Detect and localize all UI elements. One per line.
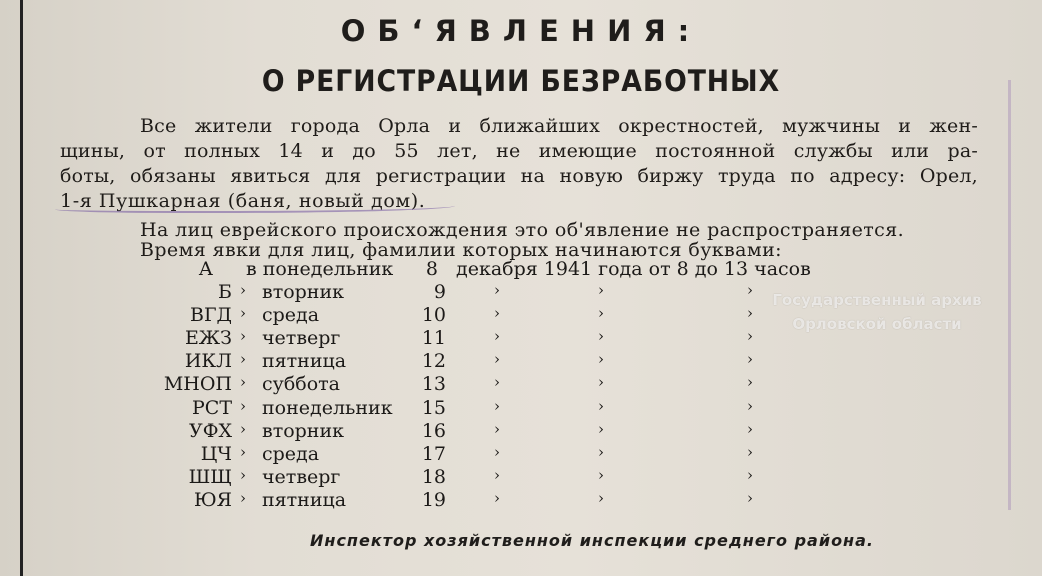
- schedule-date: 16: [421, 420, 446, 442]
- schedule-letters: ШЩ: [188, 466, 232, 488]
- body-word: биржу: [637, 165, 704, 187]
- schedule-rest: декабря 1941 года от 8 до 13 часов: [456, 258, 811, 280]
- ditto-mark: ›: [598, 350, 604, 368]
- schedule-day: четверг: [262, 466, 341, 488]
- body-word: адресу:: [829, 165, 906, 187]
- body-word: полных: [184, 140, 261, 162]
- watermark-line-2: Орловской области: [792, 315, 962, 333]
- body-word: на: [520, 165, 546, 187]
- ditto-mark: ›: [494, 327, 500, 345]
- body-word: и: [898, 115, 912, 137]
- schedule-day: суббота: [262, 373, 340, 395]
- watermark-line-1: Государственный архив: [772, 291, 982, 309]
- ditto-mark: ›: [747, 420, 753, 438]
- ditto-mark: ›: [494, 304, 500, 322]
- ditto-mark: ›: [598, 397, 604, 415]
- schedule-letters: ЦЧ: [200, 443, 232, 465]
- schedule-row: [0, 350, 1042, 372]
- ditto-mark: ›: [240, 281, 246, 299]
- schedule-letters: ЕЖЗ: [184, 327, 232, 349]
- body-word: службы: [793, 140, 873, 162]
- body-word: жен-: [929, 115, 978, 137]
- body-word: до: [352, 140, 376, 162]
- ditto-mark: ›: [598, 281, 604, 299]
- announcement-title: ОБ‘ЯВЛЕНИЯ:: [340, 14, 702, 48]
- schedule-date: 19: [421, 489, 446, 511]
- announcement-subtitle: О РЕГИСТРАЦИИ БЕЗРАБОТНЫХ: [261, 64, 781, 98]
- ditto-mark: ›: [240, 373, 246, 391]
- schedule-day: вторник: [262, 281, 345, 303]
- body-word: Орел,: [919, 165, 978, 187]
- schedule-date: 18: [421, 466, 446, 488]
- ditto-mark: ›: [747, 489, 753, 507]
- body-word: лет,: [437, 140, 478, 162]
- schedule-row: [0, 420, 1042, 442]
- schedule-date: 11: [421, 327, 446, 349]
- body-word: 14: [278, 140, 303, 162]
- ditto-mark: ›: [494, 420, 500, 438]
- ditto-mark: ›: [240, 350, 246, 368]
- ditto-mark: ›: [598, 466, 604, 484]
- ditto-mark: ›: [240, 466, 246, 484]
- ditto-mark: ›: [240, 304, 246, 322]
- schedule-day: понедельник: [262, 397, 393, 419]
- body-word: для: [324, 165, 362, 187]
- ditto-mark: ›: [240, 489, 246, 507]
- schedule-day: вторник: [262, 420, 345, 442]
- ditto-mark: ›: [747, 304, 753, 322]
- schedule-row-first: [0, 258, 1042, 280]
- ditto-mark: ›: [598, 304, 604, 322]
- schedule-day: пятница: [262, 350, 347, 372]
- schedule-date: 12: [421, 350, 446, 372]
- body-word: 55: [394, 140, 419, 162]
- schedule-letters: РСТ: [192, 397, 232, 419]
- schedule-day: среда: [262, 304, 320, 326]
- ditto-mark: ›: [747, 327, 753, 345]
- schedule-date: 9: [433, 281, 446, 303]
- body-word: обязаны: [130, 165, 216, 187]
- ditto-mark: ›: [598, 489, 604, 507]
- schedule-day: четверг: [262, 327, 341, 349]
- signature: Инспектор хозяйственной инспекции среднего района.: [310, 531, 874, 550]
- schedule-letters: А: [198, 258, 213, 280]
- body-word: ближайших: [479, 115, 601, 137]
- ditto-mark: ›: [598, 327, 604, 345]
- body-word: мужчины: [782, 115, 881, 137]
- ditto-mark: ›: [747, 397, 753, 415]
- body-word: новую: [559, 165, 624, 187]
- body-word: по: [790, 165, 815, 187]
- body-word: Все: [140, 115, 177, 137]
- body-word: не: [496, 140, 521, 162]
- ditto-mark: ›: [747, 466, 753, 484]
- body-word: постоянной: [655, 140, 776, 162]
- ditto-mark: ›: [747, 373, 753, 391]
- body-line-6: Время явки для лиц, фамилии которых начинаются буквами:: [140, 239, 782, 261]
- ditto-mark: ›: [494, 373, 500, 391]
- archive-watermark: [772, 288, 982, 336]
- body-word: явиться: [230, 165, 311, 187]
- body-word: Орла: [378, 115, 431, 137]
- ditto-mark: ›: [494, 443, 500, 461]
- body-line-2: [60, 139, 978, 164]
- body-line-4: 1-я Пушкарная (баня, новый дом).: [60, 190, 426, 212]
- schedule-letters: Б: [218, 281, 232, 303]
- ditto-mark: ›: [598, 373, 604, 391]
- body-word: ра-: [947, 140, 978, 162]
- schedule-date: 10: [421, 304, 446, 326]
- schedule-day: пятница: [262, 489, 347, 511]
- schedule-letters: ВГД: [190, 304, 232, 326]
- ditto-mark: ›: [494, 489, 500, 507]
- ditto-mark: ›: [494, 350, 500, 368]
- schedule-letters: ИКЛ: [184, 350, 232, 372]
- schedule-day: в понедельник: [246, 258, 394, 280]
- ditto-mark: ›: [494, 466, 500, 484]
- schedule-row: [0, 443, 1042, 465]
- body-word: города: [290, 115, 360, 137]
- ditto-mark: ›: [747, 350, 753, 368]
- body-line-3: [60, 164, 978, 189]
- schedule-date: 13: [421, 373, 446, 395]
- schedule-date: 17: [421, 443, 446, 465]
- body-word: регистрации: [375, 165, 507, 187]
- ditto-mark: ›: [747, 443, 753, 461]
- ditto-mark: ›: [240, 443, 246, 461]
- schedule-letters: ЮЯ: [193, 489, 232, 511]
- body-word: жители: [194, 115, 273, 137]
- body-word: имеющие: [538, 140, 637, 162]
- schedule-letters: УФХ: [188, 420, 232, 442]
- ditto-mark: ›: [240, 327, 246, 345]
- ditto-mark: ›: [494, 281, 500, 299]
- schedule-row: [0, 489, 1042, 511]
- schedule-date: 8: [425, 258, 438, 280]
- schedule-date: 15: [421, 397, 446, 419]
- ditto-mark: ›: [494, 397, 500, 415]
- schedule-row: [0, 373, 1042, 395]
- ditto-mark: ›: [598, 443, 604, 461]
- schedule-letters: МНОП: [163, 373, 232, 395]
- ditto-mark: ›: [240, 420, 246, 438]
- body-word: боты,: [60, 165, 116, 187]
- body-line-5: На лиц еврейского происхождения это об'явление не распространяется.: [140, 219, 905, 241]
- body-word: от: [143, 140, 166, 162]
- body-word: или: [891, 140, 930, 162]
- schedule-row: [0, 397, 1042, 419]
- body-word: и: [448, 115, 462, 137]
- schedule-day: среда: [262, 443, 320, 465]
- body-word: щины,: [60, 140, 126, 162]
- body-word: труда: [717, 165, 776, 187]
- schedule-row: [0, 466, 1042, 488]
- ditto-mark: ›: [598, 420, 604, 438]
- body-line-1: [140, 114, 978, 139]
- ditto-mark: ›: [747, 281, 753, 299]
- body-word: и: [321, 140, 335, 162]
- ditto-mark: ›: [240, 397, 246, 415]
- body-word: окрестностей,: [618, 115, 764, 137]
